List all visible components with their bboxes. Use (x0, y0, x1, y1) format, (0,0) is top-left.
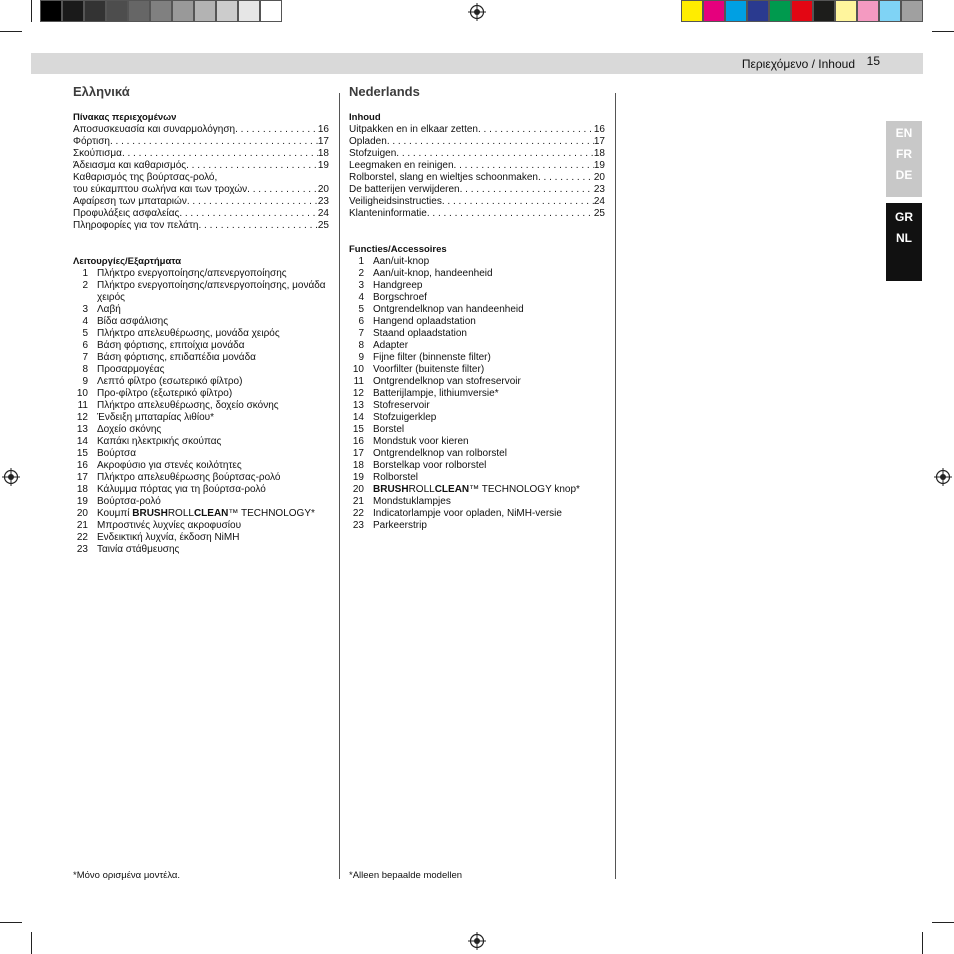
toc-entry (349, 172, 605, 184)
feature-text (373, 484, 580, 496)
feature-text: Aan/uit-knop, handeenheid (373, 268, 493, 279)
feature-text: Stofreservoir (373, 400, 430, 411)
toc-entry (73, 184, 329, 196)
toc-entry-label: Άδειασμα και καθαρισμός (73, 160, 187, 171)
feature-item (73, 544, 329, 556)
toc-entry-label: Veiligheidsinstructies (349, 196, 442, 207)
toc-entry (73, 220, 329, 232)
toc-entry-page: 16 (317, 124, 329, 135)
feature-number: 11 (353, 376, 364, 387)
feature-text: Mondstuk voor kieren (373, 436, 469, 447)
feature-text: Λαβή (97, 304, 121, 315)
feature-text: Βάση φόρτισης, επιδαπέδια μονάδα (97, 352, 256, 363)
feature-text: Πλήκτρο απελευθέρωσης, μονάδα χειρός (97, 328, 280, 339)
feature-text: Καπάκι ηλεκτρικής σκούπας (97, 436, 222, 447)
toc-entry-page: 18 (317, 148, 329, 159)
toc-entry-page: 18 (593, 148, 605, 159)
toc-entry (73, 124, 329, 136)
brand-roll: ROLL (167, 508, 194, 519)
feature-item (73, 388, 329, 400)
feature-number: 22 (76, 532, 88, 543)
feature-text: Ενδεικτική λυχνία, έκδοση NiMH (97, 532, 240, 543)
toc-entry-page: 23 (317, 196, 329, 207)
feature-number: 21 (76, 520, 88, 531)
feature-text: Πλήκτρο απελευθέρωσης, δοχείο σκόνης (97, 400, 279, 411)
feature-number: 9 (358, 352, 364, 363)
feature-item (349, 484, 605, 496)
feature-number: 20 (76, 508, 88, 519)
toc-entry-page: 16 (593, 124, 605, 135)
column-divider-left (339, 93, 340, 879)
feature-number: 18 (76, 484, 88, 495)
feature-item (349, 316, 605, 328)
feature-text: Fijne filter (binnenste filter) (373, 352, 491, 363)
crop-mark-top-right-h (932, 31, 954, 32)
feature-text: Πλήκτρο ενεργοποίησης/απενεργοποίησης, μονάδα χειρός (97, 280, 326, 303)
toc-entry-label: Stofzuigen (349, 148, 397, 159)
feature-text: Δοχείο σκόνης (97, 424, 162, 435)
feature-item (349, 376, 605, 388)
feature-item (73, 340, 329, 352)
feature-text: Βίδα ασφάλισης (97, 316, 169, 327)
feature-text: Ontgrendelknop van rolborstel (373, 448, 507, 459)
toc-entry-label: Rolborstel, slang en wieltjes schoonmaken (349, 172, 538, 183)
registration-mark-top-icon (468, 3, 486, 21)
feature-item (73, 436, 329, 448)
gray-swatch (216, 0, 238, 22)
dutch-toc-title: Inhoud (349, 112, 381, 123)
crop-mark-bottom-right-v (922, 932, 923, 954)
gray-swatch (172, 0, 194, 22)
toc-entry-page: 24 (317, 208, 329, 219)
feature-item (73, 280, 329, 304)
color-swatch (791, 0, 813, 22)
feature-number: 1 (358, 256, 364, 267)
language-tab-fr[interactable]: FR (896, 147, 912, 161)
dutch-toc (349, 124, 605, 220)
feature-item (73, 316, 329, 328)
greek-footnote: *Μόνο ορισμένα μοντέλα. (73, 870, 181, 881)
greek-toc-title: Πίνακας περιεχομένων (73, 112, 177, 123)
feature-number: 7 (82, 352, 88, 363)
feature-item (349, 496, 605, 508)
toc-entry-page: 25 (317, 220, 329, 231)
feature-number: 23 (352, 520, 364, 531)
toc-entry-label: Αποσυσκευασία και συναρμολόγηση (73, 124, 236, 135)
feature-item (73, 424, 329, 436)
color-swatch (747, 0, 769, 22)
toc-entry-page: 17 (593, 136, 605, 147)
feature-item (349, 448, 605, 460)
feature-number: 13 (76, 424, 88, 435)
color-swatch (857, 0, 879, 22)
dutch-heading: Nederlands (349, 84, 420, 99)
language-tabs-active (886, 203, 922, 281)
registration-mark-left-icon (2, 468, 20, 486)
toc-entry-page: 20 (317, 184, 329, 195)
dutch-column (349, 84, 605, 532)
toc-leader-dots (122, 148, 318, 160)
feature-text-suffix: ™ TECHNOLOGY* (228, 508, 315, 519)
toc-entry (349, 196, 605, 208)
feature-number: 3 (358, 280, 364, 291)
brand-brush: BRUSH (373, 484, 409, 495)
color-swatch (879, 0, 901, 22)
feature-item (349, 424, 605, 436)
greek-column (73, 84, 329, 556)
feature-item (349, 520, 605, 532)
feature-item (349, 388, 605, 400)
feature-number: 22 (352, 508, 364, 519)
feature-text: Προ-φίλτρο (εξωτερικό φίλτρο) (97, 388, 233, 399)
feature-text: Hangend oplaadstation (373, 316, 476, 327)
feature-text: Ακροφύσιο για στενές κοιλότητες (97, 460, 242, 471)
toc-entry-page: 19 (317, 160, 329, 171)
header-band (31, 53, 923, 74)
feature-number: 14 (76, 436, 88, 447)
toc-leader-dots (387, 136, 594, 148)
toc-entry (73, 160, 329, 172)
feature-text: Aan/uit-knop (373, 256, 430, 267)
gray-swatch (194, 0, 216, 22)
feature-number: 13 (352, 400, 364, 411)
feature-number: 9 (82, 376, 88, 387)
toc-entry-page: 19 (593, 160, 605, 171)
brand-clean: CLEAN (434, 484, 470, 495)
gray-swatch (84, 0, 106, 22)
feature-text: Βούρτσα-ρολό (97, 496, 161, 507)
feature-text: Mondstuklampjes (373, 496, 451, 507)
feature-number: 20 (352, 484, 364, 495)
feature-item (349, 460, 605, 472)
feature-item (73, 472, 329, 484)
feature-number: 4 (82, 316, 88, 327)
toc-leader-dots (179, 208, 318, 220)
page-number: 15 (866, 54, 880, 68)
dutch-features-list (349, 256, 605, 532)
feature-text: Ontgrendelknop van handeenheid (373, 304, 524, 315)
toc-entry-label: Σκούπισμα (73, 148, 122, 159)
feature-text: Adapter (373, 340, 409, 351)
feature-item (73, 304, 329, 316)
feature-item (349, 268, 605, 280)
feature-item (73, 268, 329, 280)
feature-item (73, 448, 329, 460)
feature-text: Indicatorlampje voor opladen, NiMH-versie (373, 508, 562, 519)
feature-item (73, 520, 329, 532)
dutch-footnote: *Alleen bepaalde modellen (349, 870, 463, 881)
feature-item (349, 280, 605, 292)
feature-number: 1 (82, 268, 88, 279)
feature-text: Stofzuigerklep (373, 412, 437, 423)
feature-item (349, 304, 605, 316)
brand-roll: ROLL (408, 484, 435, 495)
feature-text-prefix: Κουμπί (97, 508, 133, 519)
feature-number: 19 (76, 496, 88, 507)
toc-leader-dots (187, 196, 318, 208)
color-bar (681, 0, 923, 22)
feature-number: 17 (352, 448, 364, 459)
feature-item (73, 496, 329, 508)
feature-item (73, 460, 329, 472)
feature-item (73, 364, 329, 376)
color-swatch (703, 0, 725, 22)
feature-text: Προσαρμογέας (97, 364, 165, 375)
greek-features-list (73, 268, 329, 556)
toc-leader-dots (538, 172, 594, 184)
feature-number: 16 (76, 460, 88, 471)
feature-item (73, 352, 329, 364)
toc-entry-page: 23 (593, 184, 605, 195)
feature-item (349, 436, 605, 448)
language-tab-de[interactable]: DE (895, 168, 913, 182)
toc-entry (73, 208, 329, 220)
feature-number: 15 (352, 424, 364, 435)
feature-number: 4 (358, 292, 364, 303)
color-swatch (813, 0, 835, 22)
feature-item (349, 364, 605, 376)
toc-entry (349, 148, 605, 160)
gray-swatch (260, 0, 282, 22)
gray-swatch (238, 0, 260, 22)
toc-leader-dots (247, 184, 318, 196)
crop-mark-bottom-right-h (932, 922, 954, 923)
feature-text: Πλήκτρο απελευθέρωσης βούρτσας-ρολό (97, 472, 281, 483)
toc-leader-dots (198, 220, 317, 232)
feature-item (349, 352, 605, 364)
feature-text: Κάλυμμα πόρτας για τη βούρτσα-ρολό (97, 484, 266, 495)
feature-number: 18 (352, 460, 364, 471)
toc-entry-page: 25 (593, 208, 605, 219)
toc-entry-label: Leegmaken en reinigen (349, 160, 454, 171)
running-head: Περιεχόμενο / Inhoud (741, 57, 855, 71)
feature-number: 12 (76, 412, 88, 423)
color-swatch (835, 0, 857, 22)
color-swatch (769, 0, 791, 22)
feature-number: 6 (82, 340, 88, 351)
toc-leader-dots (442, 196, 594, 208)
feature-number: 17 (76, 472, 88, 483)
toc-entry-label: Καθαρισμός της βούρτσας-ρολό, (73, 172, 218, 183)
feature-number: 2 (82, 280, 88, 291)
crop-mark-bottom-left-h (0, 922, 22, 923)
color-swatch (725, 0, 747, 22)
feature-number: 6 (358, 316, 364, 327)
dutch-features-title: Functies/Accessoires (349, 244, 447, 255)
registration-mark-right-icon (934, 468, 952, 486)
feature-text: Βάση φόρτισης, επιτοίχια μονάδα (97, 340, 245, 351)
feature-item (349, 400, 605, 412)
gray-swatch (62, 0, 84, 22)
feature-item (73, 532, 329, 544)
toc-entry (349, 160, 605, 172)
column-divider-right (615, 93, 616, 879)
brand-clean: CLEAN (193, 508, 229, 519)
feature-item (349, 292, 605, 304)
gray-swatch (128, 0, 150, 22)
feature-text: Batterijlampje, lithiumversie* (373, 388, 499, 399)
feature-text: Μπροστινές λυχνίες ακροφυσίου (97, 520, 242, 531)
feature-text-suffix: ™ TECHNOLOGY knop* (469, 484, 580, 495)
feature-number: 8 (82, 364, 88, 375)
registration-mark-bottom-icon (468, 932, 486, 950)
toc-entry-page: 20 (593, 172, 605, 183)
brand-brush: BRUSH (132, 508, 168, 519)
toc-leader-dots (186, 160, 318, 172)
feature-text (97, 508, 315, 520)
feature-text: Λεπτό φίλτρο (εσωτερικό φίλτρο) (97, 376, 243, 387)
crop-mark-top-left-h (0, 31, 22, 32)
feature-text: Βούρτσα (97, 448, 137, 459)
toc-entry-label: Πληροφορίες για τον πελάτη (73, 220, 199, 231)
crop-mark-top-left-v (31, 0, 32, 22)
feature-number: 21 (352, 496, 364, 507)
feature-number: 14 (352, 412, 364, 423)
feature-text: Voorfilter (buitenste filter) (373, 364, 485, 375)
feature-number: 11 (77, 400, 88, 411)
language-tabs-inactive (886, 121, 922, 197)
feature-item (73, 328, 329, 340)
toc-leader-dots (427, 208, 594, 220)
toc-entry-label: Προφυλάξεις ασφαλείας (73, 208, 180, 219)
gray-swatch (106, 0, 128, 22)
feature-number: 7 (358, 328, 364, 339)
feature-number: 12 (352, 388, 364, 399)
gray-swatch (40, 0, 62, 22)
feature-number: 19 (352, 472, 364, 483)
gray-swatch (150, 0, 172, 22)
toc-entry-label: Opladen (349, 136, 387, 147)
toc-entry-label: Klanteninformatie (349, 208, 427, 219)
feature-item (73, 400, 329, 412)
toc-entry (349, 136, 605, 148)
toc-entry-page: 17 (317, 136, 329, 147)
greek-toc (73, 124, 329, 232)
feature-number: 3 (82, 304, 88, 315)
toc-entry (73, 148, 329, 160)
feature-number: 23 (76, 544, 88, 555)
toc-entry (73, 196, 329, 208)
feature-text: Handgreep (373, 280, 423, 291)
toc-entry (349, 208, 605, 220)
feature-text: Πλήκτρο ενεργοποίησης/απενεργοποίησης (97, 268, 287, 279)
language-tab-gr[interactable]: GR (895, 210, 913, 224)
feature-item (349, 328, 605, 340)
toc-entry-label: Uitpakken en in elkaar zetten (349, 124, 478, 135)
toc-entry-label: Αφαίρεση των μπαταριών (73, 196, 187, 207)
feature-item (349, 256, 605, 268)
toc-leader-dots (110, 136, 318, 148)
toc-entry (73, 136, 329, 148)
feature-number: 10 (76, 388, 88, 399)
feature-text: Borgschroef (373, 292, 427, 303)
greek-features-title: Λειτουργίες/Εξαρτήματα (73, 256, 182, 267)
feature-item (349, 508, 605, 520)
toc-entry-page: 24 (593, 196, 605, 207)
toc-leader-dots (460, 184, 594, 196)
feature-number: 10 (352, 364, 364, 375)
feature-item (73, 508, 329, 520)
toc-entry-label: του εύκαμπτου σωλήνα και των τροχών (73, 184, 248, 195)
language-tab-en[interactable]: EN (895, 126, 913, 140)
feature-number: 5 (358, 304, 364, 315)
toc-entry (349, 124, 605, 136)
feature-item (349, 472, 605, 484)
feature-number: 16 (352, 436, 364, 447)
feature-item (73, 484, 329, 496)
toc-entry (349, 184, 605, 196)
feature-number: 2 (358, 268, 364, 279)
feature-text: Staand oplaadstation (373, 328, 467, 339)
toc-leader-dots (478, 124, 594, 136)
feature-item (349, 340, 605, 352)
feature-text: Ταινία στάθμευσης (97, 544, 180, 555)
feature-item (73, 412, 329, 424)
feature-text: Ontgrendelknop van stofreservoir (373, 376, 521, 387)
feature-text: Parkeerstrip (373, 520, 427, 531)
grayscale-bar (40, 0, 282, 22)
greek-heading: Ελληνικά (73, 84, 130, 99)
color-swatch (901, 0, 923, 22)
toc-entry-label: Φόρτιση (73, 136, 110, 147)
feature-number: 15 (76, 448, 88, 459)
feature-item (73, 376, 329, 388)
feature-text: Ένδειξη μπαταρίας λιθίου* (97, 412, 215, 423)
crop-mark-bottom-left-v (31, 932, 32, 954)
color-swatch (681, 0, 703, 22)
feature-number: 8 (358, 340, 364, 351)
toc-leader-dots (454, 160, 594, 172)
toc-entry-label: De batterijen verwijderen (349, 184, 460, 195)
toc-leader-dots (235, 124, 318, 136)
feature-text: Rolborstel (373, 472, 419, 483)
feature-text: Borstelkap voor rolborstel (373, 460, 487, 471)
toc-leader-dots (396, 148, 594, 160)
feature-item (349, 412, 605, 424)
language-tab-nl[interactable]: NL (896, 231, 912, 245)
feature-number: 5 (82, 328, 88, 339)
feature-text: Borstel (373, 424, 405, 435)
